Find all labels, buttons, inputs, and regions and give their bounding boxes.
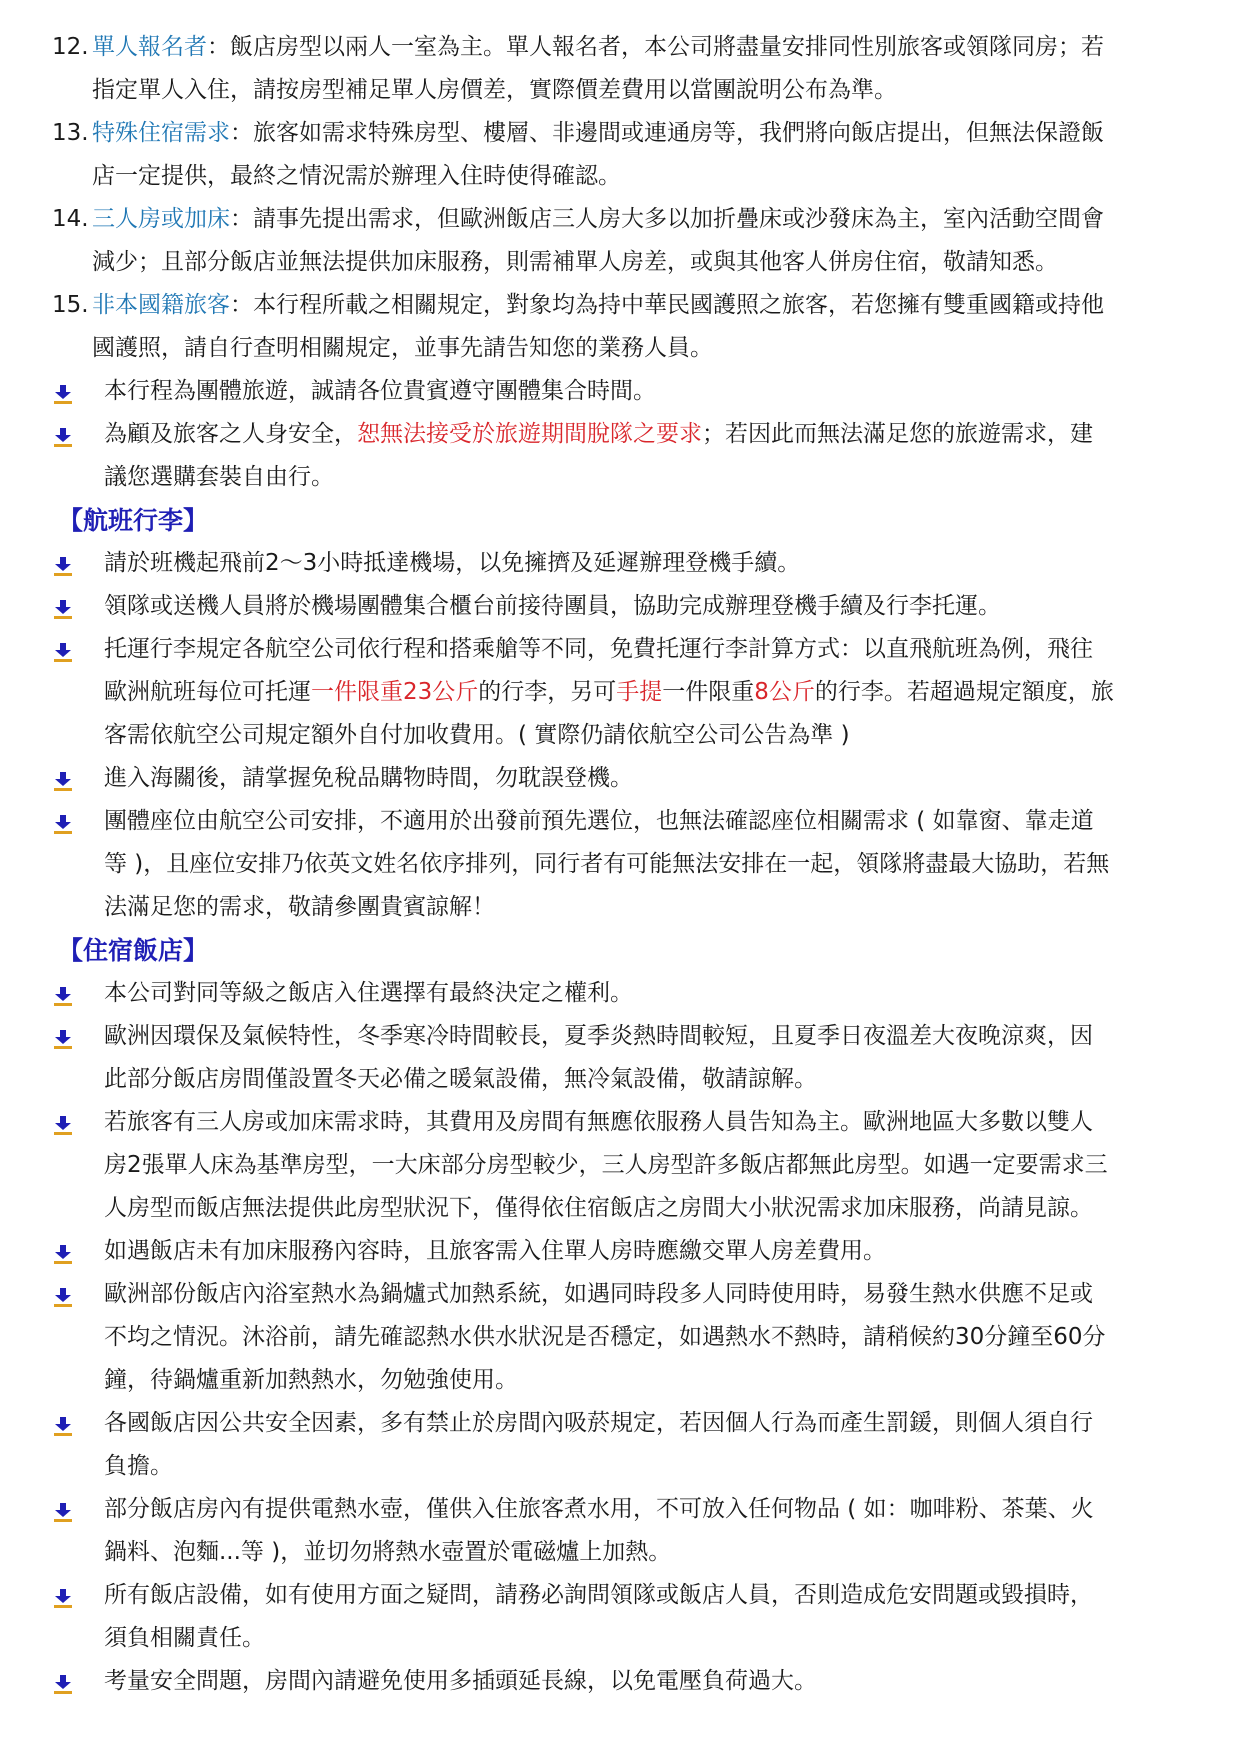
bullet-text: 團體座位由航空公司安排，不適用於出發前預先選位，也無法確認座位相關需求 ( 如靠窗、靠走道: [104, 808, 1094, 834]
item-number: 12.: [52, 34, 89, 60]
bullet-text: 本行程為團體旅遊，誠請各位貴賓遵守團體集合時間。: [104, 378, 656, 404]
bullet-text-cont: 議您選購套裝自由行。: [104, 464, 334, 490]
bullet-icon: [52, 1501, 74, 1523]
bullet-text-cont: 等 )，且座位安排乃依英文姓名依序排列，同行者有可能無法安排在一起，領隊將盡最大協助，若無: [104, 851, 1110, 877]
item-number: 15.: [52, 292, 89, 318]
highlight-text: 手提: [616, 679, 663, 705]
bullet-text: 托運行李規定各航空公司依行程和搭乘艙等不同，免費托運行李計算方式：以直飛航班為例，飛往: [104, 636, 1093, 662]
item-number: 13.: [52, 120, 89, 146]
text-segment: 一件限重: [662, 679, 755, 705]
bullet-icon: [52, 555, 74, 577]
bullet-text: 若旅客有三人房或加床需求時，其費用及房間有無應依服務人員告知為主。歐洲地區大多數以雙人: [104, 1109, 1093, 1135]
highlight-text: 恕無法接受於旅遊期間脫隊之要求: [357, 421, 702, 447]
section-heading-flight: 【航班行李】: [58, 506, 209, 535]
text-segment: 的行李。若超過規定額度，旅: [814, 679, 1114, 705]
item-text: ：本行程所載之相關規定，對象均為持中華民國護照之旅客，若您擁有雙重國籍或持他: [230, 292, 1104, 318]
item-term: 單人報名者: [92, 34, 207, 60]
item-text: ：飯店房型以兩人一室為主。單人報名者，本公司將盡量安排同性別旅客或領隊同房；若: [207, 34, 1104, 60]
bullet-item: [52, 628, 1189, 757]
bullet-text-cont: 客需依航空公司規定額外自付加收費用。( 實際仍請依航空公司公告為準 ): [104, 722, 850, 748]
highlight-text: 一件限重23公斤: [311, 679, 479, 705]
bullet-item: [52, 542, 1189, 585]
numbered-item-15: [52, 284, 1189, 370]
bullet-item: [52, 757, 1189, 800]
bullet-icon: [52, 1286, 74, 1308]
bullet-icon: [52, 1587, 74, 1609]
bullet-text-cont: [52, 671, 1189, 714]
bullet-item: [52, 800, 1189, 929]
item-term: 特殊住宿需求: [92, 120, 230, 146]
item-text: ：請事先提出需求，但歐洲飯店三人房大多以加折疊床或沙發床為主，室內活動空間會: [230, 206, 1104, 232]
bullet-icon: [52, 598, 74, 620]
item-number: 14.: [52, 206, 89, 232]
bullet-text-cont: 此部分飯店房間僅設置冬天必備之暖氣設備，無冷氣設備，敬請諒解。: [104, 1066, 817, 1092]
item-term: 非本國籍旅客: [92, 292, 230, 318]
item-text-cont: 指定單人入住，請按房型補足單人房價差，實際價差費用以當團說明公布為準。: [92, 77, 897, 103]
bullet-text: 部分飯店房內有提供電熱水壺，僅供入住旅客煮水用，不可放入任何物品 ( 如：咖啡粉、茶葉、火: [104, 1496, 1094, 1522]
bullet-text-cont: 鍋料、泡麵...等 )，並切勿將熱水壺置於電磁爐上加熱。: [104, 1539, 672, 1565]
text-segment: ；若因此而無法滿足您的旅遊需求，建: [702, 421, 1093, 447]
bullet-text: 如遇飯店未有加床服務內容時，且旅客需入住單人房時應繳交單人房差費用。: [104, 1238, 886, 1264]
bullet-icon: [52, 383, 74, 405]
bullet-icon: [52, 1028, 74, 1050]
highlight-text: 8公斤: [754, 679, 815, 705]
bullet-text: [52, 413, 1189, 456]
bullet-text: 請於班機起飛前2～3小時抵達機場，以免擁擠及延遲辦理登機手續。: [104, 550, 801, 576]
bullet-text-cont: 法滿足您的需求，敬請參團貴賓諒解！: [104, 894, 495, 920]
bullet-text: 歐洲因環保及氣候特性，冬季寒冷時間較長，夏季炎熱時間較短，且夏季日夜溫差大夜晚涼爽，因: [104, 1023, 1093, 1049]
bullet-item: [52, 1101, 1189, 1230]
bullet-icon: [52, 985, 74, 1007]
bullet-icon: [52, 770, 74, 792]
bullet-text: 各國飯店因公共安全因素，多有禁止於房間內吸菸規定，若因個人行為而產生罰鍰，則個人須自行: [104, 1410, 1093, 1436]
numbered-item-13: [52, 112, 1189, 198]
numbered-item-14: [52, 198, 1189, 284]
bullet-icon: [52, 426, 74, 448]
bullet-text-cont: 鐘，待鍋爐重新加熱熱水，勿勉強使用。: [104, 1367, 518, 1393]
bullet-icon: [52, 1114, 74, 1136]
bullet-item: [52, 1402, 1189, 1488]
item-text-cont: 店一定提供，最終之情況需於辦理入住時使得確認。: [92, 163, 621, 189]
bullet-text-cont: 人房型而飯店無法提供此房型狀況下，僅得依住宿飯店之房間大小狀況需求加床服務，尚請見諒。: [104, 1195, 1093, 1221]
item-term: 三人房或加床: [92, 206, 230, 232]
bullet-item: [52, 1488, 1189, 1574]
bullet-icon: [52, 1415, 74, 1437]
item-text-cont: 減少；且部分飯店並無法提供加床服務，則需補單人房差，或與其他客人併房住宿，敬請知悉。: [92, 249, 1058, 275]
bullet-icon: [52, 1673, 74, 1695]
item-text-cont: 國護照，請自行查明相關規定，並事先請告知您的業務人員。: [92, 335, 713, 361]
bullet-text: 歐洲部份飯店內浴室熱水為鍋爐式加熱系統，如遇同時段多人同時使用時，易發生熱水供應不足或: [104, 1281, 1093, 1307]
bullet-item: [52, 972, 1189, 1015]
bullet-item: [52, 1015, 1189, 1101]
section-heading-hotel: 【住宿飯店】: [58, 936, 209, 965]
bullet-item: [52, 370, 1189, 413]
numbered-item-12: [52, 26, 1189, 112]
bullet-text: 領隊或送機人員將於機場團體集合櫃台前接待團員，協助完成辦理登機手續及行李托運。: [104, 593, 1001, 619]
bullet-item: [52, 1230, 1189, 1273]
bullet-text-cont: 不均之情況。沐浴前，請先確認熱水供水狀況是否穩定，如遇熱水不熱時，請稍候約30分鐘至60分: [104, 1324, 1106, 1350]
bullet-item: [52, 1574, 1189, 1660]
bullet-item: [52, 585, 1189, 628]
bullet-text: 本公司對同等級之飯店入住選擇有最終決定之權利。: [104, 980, 633, 1006]
bullet-item: [52, 413, 1189, 499]
bullet-text: 所有飯店設備，如有使用方面之疑問，請務必詢問領隊或飯店人員，否則造成危安問題或毀損時，: [104, 1582, 1093, 1608]
bullet-item: [52, 1660, 1189, 1703]
item-text: ：旅客如需求特殊房型、樓層、非邊間或連通房等，我們將向飯店提出，但無法保證飯: [230, 120, 1104, 146]
bullet-text-cont: 須負相關責任。: [104, 1625, 265, 1651]
bullet-icon: [52, 1243, 74, 1265]
bullet-icon: [52, 641, 74, 663]
bullet-icon: [52, 813, 74, 835]
text-segment: 的行李，另可: [478, 679, 617, 705]
bullet-item: [52, 1273, 1189, 1402]
text-segment: 歐洲航班每位可托運: [104, 679, 311, 705]
bullet-text-cont: 負擔。: [104, 1453, 173, 1479]
bullet-text: 考量安全問題，房間內請避免使用多插頭延長線，以免電壓負荷過大。: [104, 1668, 817, 1694]
bullet-text-cont: 房2張單人床為基準房型，一大床部分房型較少，三人房型許多飯店都無此房型。如遇一定要需求三: [104, 1152, 1108, 1178]
bullet-text: 進入海關後，請掌握免稅品購物時間，勿耽誤登機。: [104, 765, 633, 791]
text-segment: 為顧及旅客之人身安全，: [104, 421, 357, 447]
